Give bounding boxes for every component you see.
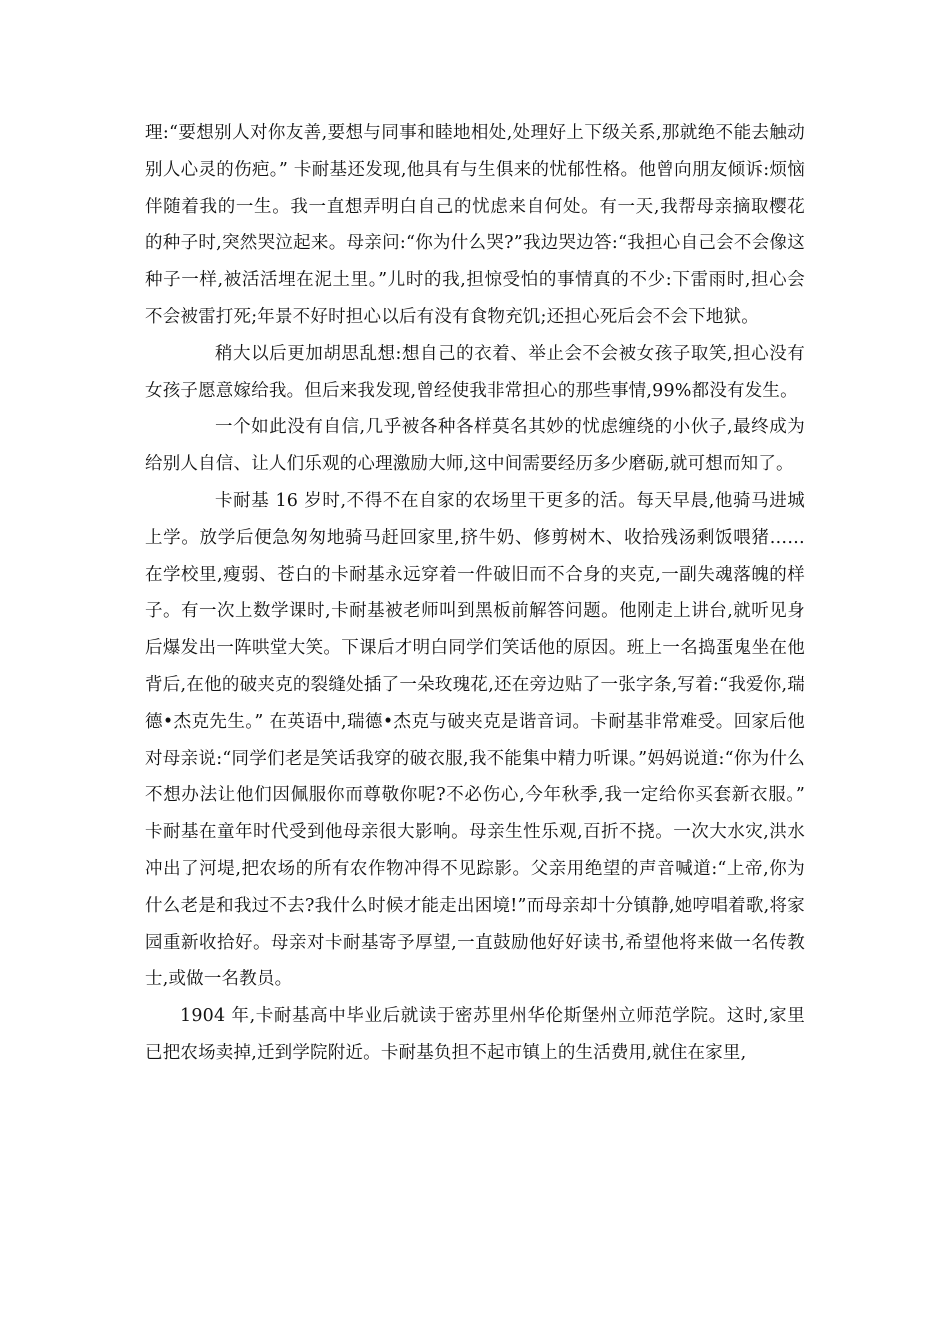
document-page — [145, 115, 805, 1072]
paragraph-4: 卡耐基 16 岁时,不得不在自家的农场里干更多的活。每天早晨,他骑马进城上学。放学后便急匆匆地骑马赶回家里,挤牛奶、修剪树木、收拾残汤剩饭喂猪……在学校里,瘦弱、苍白的卡耐基永远穿着一件破旧而不合身的夹克,一副失魂落魄的样子。有一次上数学课时,卡耐基被老师叫到黑板前解答问题。他刚走上讲台,就听见身后爆发出一阵哄堂大笑。下课后才明白同学们笑话他的原因。班上一名捣蛋鬼坐在他背后,在他的破夹克的裂缝处插了一朵玫瑰花,还在旁边贴了一张字条,写着:“我爱你,瑞德•杰克先生。” 在英语中,瑞德•杰克与破夹克是谐音词。卡耐基非常难受。回家后他对母亲说:“同学们老是笑话我穿的破衣服,我不能集中精力听课。”妈妈说道:“你为什么不想办法让他们因佩服你而尊敬你呢?不必伤心,今年秋季,我一定给你买套新衣服。” 卡耐基在童年时代受到他母亲很大影响。母亲生性乐观,百折不挠。一次大水灾,洪水冲出了河堤,把农场的所有农作物冲得不见踪影。父亲用绝望的声音喊道:“上帝,你为什么老是和我过不去?我什么时候才能走出困境!”而母亲却十分镇静,她哼唱着歌,将家园重新收拾好。母亲对卡耐基寄予厚望,一直鼓励他好好读书,希望他将来做一名传教士,或做一名教员。 — [145, 490, 805, 990]
paragraph-2: 稍大以后更加胡思乱想:想自己的衣着、举止会不会被女孩子取笑,担心没有女孩子愿意嫁给我。但后来我发现,曾经使我非常担心的那些事情,99%都没有发生。 — [145, 343, 805, 401]
paragraph-1: 理:“要想别人对你友善,要想与同事和睦地相处,处理好上下级关系,那就绝不能去触动别人心灵的伤疤。” 卡耐基还发现,他具有与生俱来的忧郁性格。他曾向朋友倾诉:烦恼伴随着我的一生。我一直想弄明白自己的忧虑来自何处。有一天,我帮母亲摘取樱花的种子时,突然哭泣起来。母亲问:“你为什么哭?”我边哭边答:“我担心自己会不会像这种子一样,被活活埋在泥土里。”儿时的我,担惊受怕的事情真的不少:下雷雨时,担心会不会被雷打死;年景不好时担心以后有没有食物充饥;还担心死后会不会下地狱。 — [145, 123, 805, 327]
paragraph-5: 1904 年,卡耐基高中毕业后就读于密苏里州华伦斯堡州立师范学院。这时,家里已把农场卖掉,迁到学院附近。卡耐基负担不起市镇上的生活费用,就住在家里, — [145, 1006, 805, 1063]
paragraph-3: 一个如此没有自信,几乎被各种各样莫名其妙的忧虑缠绕的小伙子,最终成为给别人自信、让人们乐观的心理激励大师,这中间需要经历多少磨砺,就可想而知了。 — [145, 417, 805, 475]
